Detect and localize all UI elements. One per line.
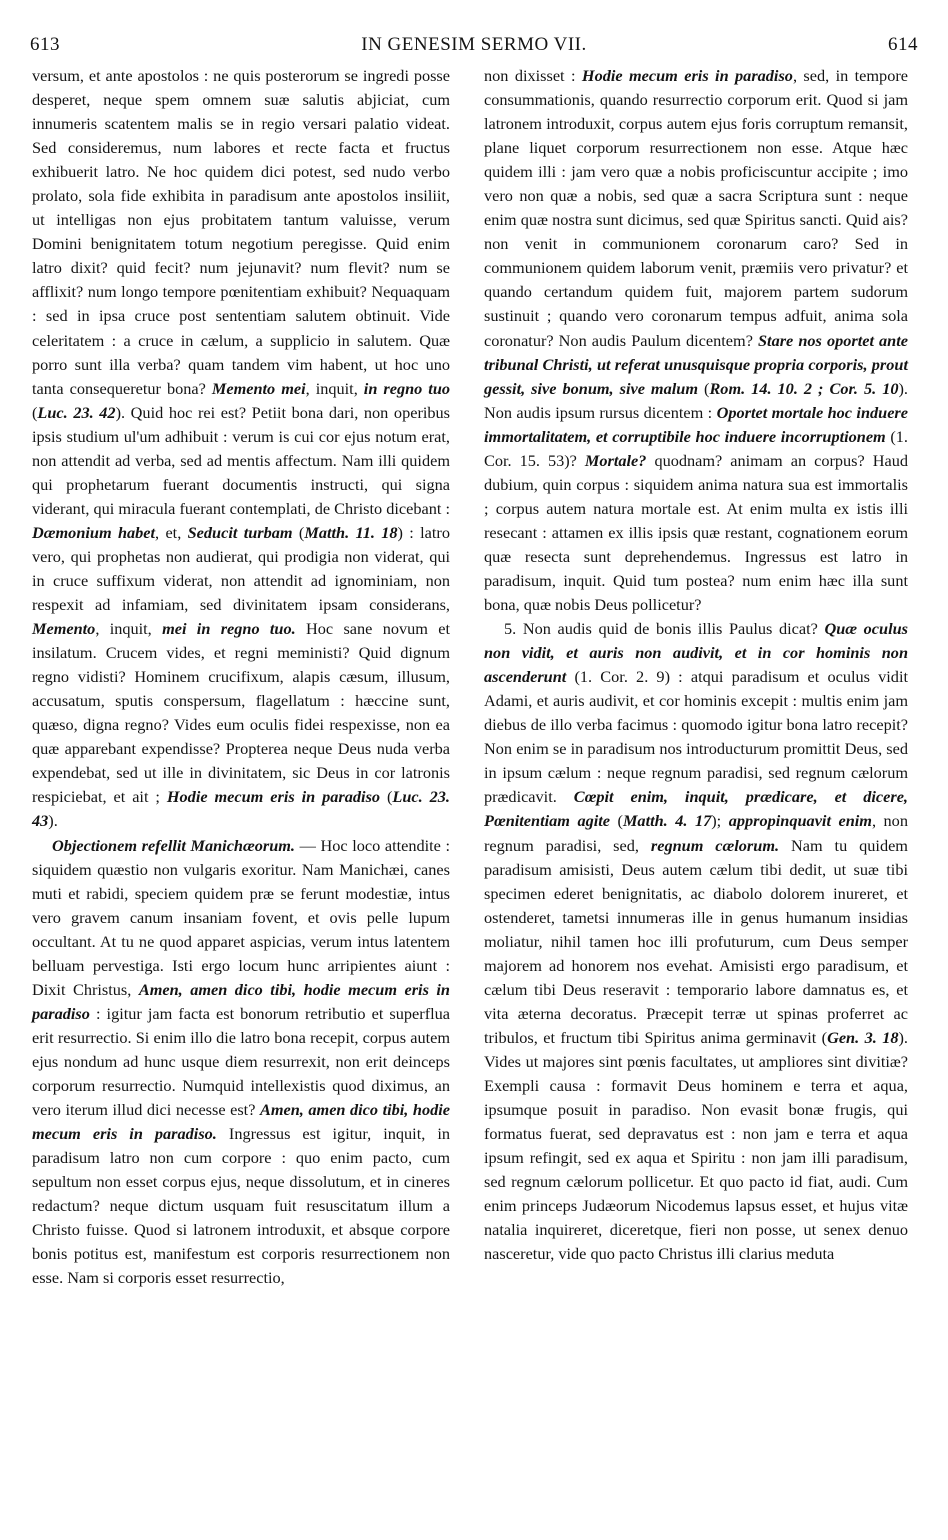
page-number-left: 613 [30,34,60,55]
text-run: quodnam? animam an corpus? Haud dubium, quin corpus : siquidem anima natura sua est immortalis ; corpus autem natura mortale est. At enim multa ex istis illi resecant : attamen ex illis ipsis quæ restant, cognationem eorum quæ resecta sunt deprehendemus. Ingressus est latro in paradisum, inquit. Quid tum postea? num enim hæc illa sunt bona, quæ nobis Deus pollicetur? [484,450,908,615]
text-run: , et, [155,522,182,542]
scripture-quote: Cœpit enim, inquit, prædicare, et dicere, Pœnitentiam agite [484,787,909,831]
paragraph [32,834,450,1291]
text-run: versum, et ante apostolos : ne quis posterorum se ingredi posse desperet, neque spem omnem suæ salutis abjiciat, cum innumeris scatentem malis se in regio versari palatio videat. Sed consideremus, num labores et recte facta et fructus exhibuerit latro. Ne hoc quidem dici potest, sed nudo verbo prolato, sola fide exhibita in paradisum ante apostolos insiliit, ut intelligas non ejus probitatem tantum valuisse, verum Domini benignitatem totum negotium peregisse. Quid enim latro dixit? quid fecit? num jejunavit? num flevit? num se afflixit? num longo tempore pœnitentiam exhibuit? Nequaquam : sed in ipsa cruce post sententiam salutem obtinuit. Vide celeritatem : a cruce in cælum, a supplicio in salutem. Quæ porro sunt illa verba? quam tandem vim habent, ut hoc uno tanta consequeretur bona? [32,66,450,398]
paragraph [32,64,450,834]
scripture-quote: Memento [32,619,96,639]
scripture-reference: Matth. 4. 17 [622,811,712,831]
scripture-quote: Memento mei [211,378,306,398]
text-run: (1. Cor. 15. 53)? [484,426,908,470]
text-run: ) : latro vero, qui prophetas non audierat, qui prodigia non viderat, qui in cruce suffixum viderat, non attendit ad ignominiam, non respexit ad infamiam, sed divinitatem ipsam considerans, [32,522,450,615]
text-run: Hoc sane novum et insilatum. Crucem vides, et regni meministi? Quid dignum regno vidisti? Hominem crucifixum, alapis cæsum, illusum, accusatum, sputis conspersum, flagellatum : hæccine sunt, quæso, digna regno? Vides eum oculis fidei respexisse, non ea quæ apparebant expendisse? Propterea neque Deus nuda verba expendebat, sed ut ille in divinitatem, sic Deus in cor latronis respiciebat, et ait ; [32,619,450,807]
scripture-quote: Quæ oculus non vidit, et auris non audivit, et in cor hominis non ascenderunt [484,619,908,687]
scripture-quote: Hodie mecum eris in paradiso [166,787,381,807]
text-run: ). Vides ut majores sint pœnis facultates, ut ampliores sint divitiæ? Exempli causa : formavit Deus hominem e terra et aqua, ipsumque posuit in paradiso. Non evasit bonæ frugis, qui formatus fuerat, sed depravatus est : non jam e terra et aqua ipsum refingit, sed ex aqua et Spiritu : non jam illi paradisum, sed regnum cælorum pollicetur. Et quo pacto id fiat, audi. Cum enim princeps Judæorum Nicodemus lapsus esset, et hujus vitæ natalia inquireret, diceretque, fieri non posse, ut senex denuo nasceretur, vide quo pacto Christus illi clarius meduta [484,1027,908,1264]
scripture-quote: Mortale? [584,450,647,470]
text-run: , inquit, [95,619,152,639]
scripture-reference: Luc. 23. 43 [32,787,450,831]
text-run: Nam tu quidem paradisum amisisti, Deus autem cælum tibi dedit, ut suæ tibi specimen ederet benignitatis, ac diabolo dolorem inureret, et ostenderet, tametsi innumeras ille in genus humanum insidias moliatur, nihil tamen hoc illi profuturum, cum Deus semper majorem ad honorem nos evehat. Amisisti ergo paradisum, et cælum tibi Deus reseravit : temporario labore damnatus es, et vita æterna decoratus. Præcepit terræ ut spinas proferret ac tribulos, et fructum tibi Spiritus anima germinavit ( [484,835,908,1047]
text-run: ( [298,522,305,542]
text-run: ); [711,811,722,831]
text-run: ( [32,402,38,422]
text-run: ( [617,811,623,831]
scripture-quote: Amen, amen dico tibi, hodie mecum eris in paradiso. [32,1100,450,1144]
text-run: , inquit, [305,378,358,398]
text-run: Ingressus est igitur, inquit, in paradisum latro non cum corpore : quo enim pacto, cum sepultum non esset corpus ejus, neque dissolutum, et in cineres redactum? neque dictum usquam fuit resuscitatum illum a Christo fuisse. Quod si latronem introduxit, et absque corpore bonis potitus est, manifestum est corporis resurrectionem non esse. Nam si corporis esset resurrectio, [32,1124,450,1288]
scripture-quote: Oportet mortale hoc induere immortalitatem, et corruptibile hoc induere incorruptionem [484,402,908,446]
scripture-quote: Hodie mecum eris in paradiso [581,66,793,85]
text-run: ). Non audis ipsum rursus dicentem : [484,378,908,422]
text-run: ( [386,787,393,807]
scripture-quote: Seducit turbam [187,522,293,542]
text-run: ). Quid hoc rei est? Petiit bona dari, non operibus ipsis studium ul'um adhibuit : verum is cui cor ejus notum erat, non attendit ad verba, sed ad mentis affectum. Nam illi quidem qui prophetarum fuerant documentis instructi, qui signa viderant, qui miracula fuerant contemplati, de Christo dicebant : [32,402,451,518]
scripture-quote: in regno tuo [363,378,451,398]
text-run: 5. Non audis quid de bonis illis Paulus dicat? [504,619,818,639]
running-title: IN GENESIM SERMO VII. [361,34,587,55]
right-column [484,64,908,1266]
scripture-quote: Stare nos oportet ante tribunal Christi, ut referat unusquisque propria corporis, prout gessit, sive bonum, sive malum [484,330,908,398]
paragraph [484,617,908,1266]
text-run: non dixisset : [484,66,576,85]
scripture-quote: appropinquavit enim [728,811,872,831]
section-heading: Objectionem refellit Manichæorum. [52,835,296,855]
scripture-quote: regnum cælorum. [650,835,780,855]
text-run: , sed, in tempore consummationis, quando resurrectio corporum erit. Quod si jam latronem introduxit, corpus autem ejus foris corruptum remansit, plane liquet corporum resurrectionem non esse. Atque hæc quidem illi : jam vero quæ a nobis proficiscuntur accipite ; imo vero non quæ a nobis, sed quæ a sacra Scriptura sunt : neque enim quæ nostra sunt dicimus, sed quæ Spiritus sancti. Quid ais? non venit in communionem coronarum caro? Sed in communionem quidem laborum venit, præmiis vero privatur? et quando certandum quidem fuit, majorem partem sudorum sustinuit ; quando vero coronarum tempus adfuit, anima sola coronatur? Non audis Paulum dicentem? [484,66,908,350]
scripture-quote: Amen, amen dico tibi, hodie mecum eris in paradiso [32,979,450,1023]
text-run: ( [704,378,710,398]
text-run: — Hoc loco attendite : siquidem quæstio non vulgaris exoritur. Nam Manichæi, canes muti et rabidi, speciem quidem præ se ferunt modestiæ, intus vero gravem canum insaniam fovent, et ovis pelle lupum occultant. At tu ne quod apparet aspicias, verum intus latentem belluam pervestiga. Isti ergo locum hunc arripientes aiunt : Dixit Christus, [32,835,451,999]
text-run: , non regnum paradisi, sed, [484,811,908,855]
left-column [32,64,450,1290]
text-run: ). [48,811,58,831]
scripture-reference: Luc. 23. 42 [37,402,116,422]
running-header [30,28,918,58]
page-number-right: 614 [888,34,918,55]
scripture-reference: Rom. 14. 10. 2 ; Cor. 5. 10 [709,378,899,398]
text-run: : igitur jam facta est bonorum retributio et superflua erit resurrectio. Si enim illo die latro bona recepit, corpus autem ejus nondum ad hunc usque diem resurrexit, non erit deinceps corporum resurrectio. Numquid intellexistis quod diximus, an vero iterum illud dici necesse est? [32,1003,451,1120]
scripture-quote: mei in regno tuo. [162,619,296,639]
paragraph [484,64,908,617]
scripture-reference: Gen. 3. 18 [827,1027,899,1047]
scripture-quote: Dæmonium habet [32,522,156,542]
text-run: (1. Cor. 2. 9) : atqui paradisum et oculus vidit Adami, et auris audivit, et cor hominis excepit : multis enim jam diebus de illo verba facimus : quomodo igitur bona latro recepit? Non enim se in paradisum nos introducturum promittit Deus, sed in ipsum cælum : neque regnum paradisi, sed regnum cælorum prædicavit. [484,667,908,807]
scripture-reference: Matth. 11. 18 [304,522,398,542]
